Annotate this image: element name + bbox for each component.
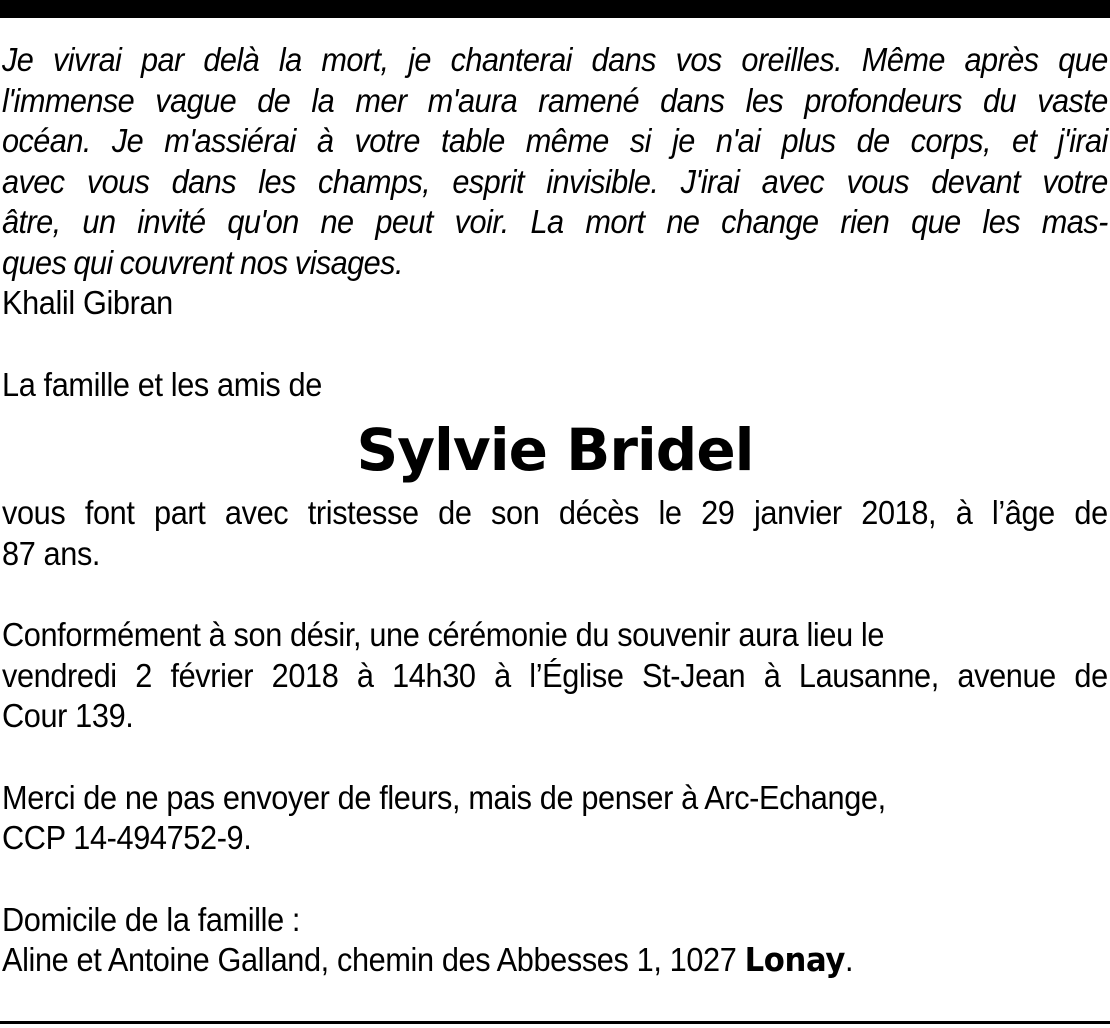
ceremony-text: Conformément à son désir, une cérémonie du souvenir aura lieu le vendredi 2 février 2018 à 14h30 à l’Église St-Jean à Lausanne, avenue de Cour 139.: [2, 616, 1108, 734]
bottom-rule: [0, 1021, 1110, 1024]
domicile-city: Lonay: [744, 940, 845, 979]
quote-line: océan. Je m'assiérai à votre table même si je n'ai plus de corps, et j'irai: [2, 122, 1108, 159]
quote-line: Je vivrai par delà la mort, je chanterai dans vos oreilles. Même après que: [2, 41, 1108, 78]
domicile-label: Domicile de la famille :: [2, 900, 301, 938]
body-text-2: [2, 493, 1108, 981]
obituary-content: [2, 40, 1108, 981]
quote-line: avec vous dans les champs, esprit invisible. J'irai avec vous devant votre: [2, 162, 1108, 200]
domicile-address: Aline et Antoine Galland, chemin des Abbesses 1, 1027 Lonay.: [2, 940, 854, 979]
quote-author: Khalil Gibran: [2, 284, 173, 321]
body-text: [2, 283, 1108, 405]
flowers-text: Merci de ne pas envoyer de fleurs, mais de penser à Arc-Echange, CCP 14-494752-9.: [2, 778, 886, 856]
quote-line: l'immense vague de la mer m'aura ramené dans les profondeurs du vaste: [2, 81, 1108, 119]
quote-line: ques qui couvrent nos visages.: [2, 243, 403, 281]
quote-block: [2, 40, 1108, 283]
domicile-text: [2, 900, 1108, 981]
top-rule: [0, 0, 1110, 18]
intro-text: La famille et les amis de: [2, 365, 322, 403]
deceased-name: Sylvie Bridel: [356, 416, 754, 484]
announcement-text: vous font part avec tristesse de son décès le 29 janvier 2018, à l’âge de 87 ans.: [2, 494, 1108, 572]
quote-line: âtre, un invité qu'on ne peut voir. La mort ne change rien que les mas-: [2, 203, 1108, 240]
